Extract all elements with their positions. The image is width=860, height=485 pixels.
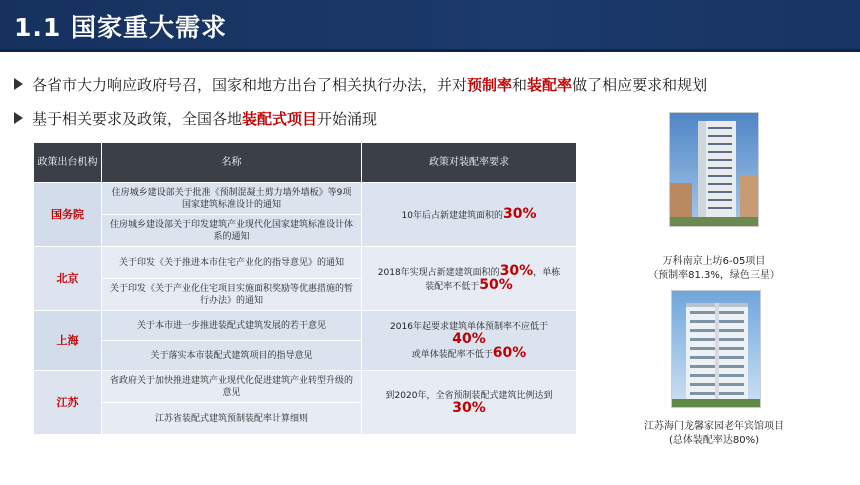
bullet-text: 开始涌现 — [317, 110, 378, 128]
requirement-text: 10年后占新建建筑面积的 — [401, 210, 503, 221]
bullet-text: 做了相应要求和规划 — [572, 76, 708, 94]
caption-line: 江苏海门龙馨家园老年宾馆项目 — [644, 421, 784, 432]
requirement-cell — [362, 311, 577, 371]
org-cell: 上海 — [34, 311, 102, 371]
requirement-value: 60% — [492, 344, 527, 361]
caption-line: 万科南京上坊6-05项目 — [662, 256, 766, 267]
requirement-value: 30% — [499, 262, 534, 279]
column-header-org: 政策出台机构 — [34, 143, 102, 183]
triangle-bullet-icon — [14, 112, 23, 124]
table-header-row — [34, 143, 577, 183]
doc-cell: 江苏省装配式建筑预制装配率计算细则 — [102, 403, 362, 435]
requirement-text: 2018年实现占新建建筑面积的 — [377, 267, 500, 278]
bullet-text: 基于相关要求及政策，全国各地 — [32, 110, 243, 128]
slide-header — [0, 0, 860, 52]
doc-cell: 住房城乡建设部关于批准《预制混凝土剪力墙外墙板》等9项国家建筑标准设计的通知 — [102, 183, 362, 215]
bullet-text: 和 — [512, 76, 528, 94]
table-row — [34, 311, 577, 341]
highlight-text: 装配率 — [527, 76, 573, 94]
requirement-value: 30% — [452, 399, 486, 416]
bullet-projects-emerging — [14, 108, 377, 129]
doc-cell: 关于落实本市装配式建筑项目的指导意见 — [102, 341, 362, 371]
doc-cell: 省政府关于加快推进建筑产业现代化促进建筑产业转型升级的意见 — [102, 371, 362, 403]
org-cell: 江苏 — [34, 371, 102, 435]
org-cell: 国务院 — [34, 183, 102, 247]
slide-title: 1.1 国家重大需求 — [14, 13, 227, 42]
bullet-policy-response — [14, 74, 707, 95]
requirement-text: 2016年起要求建筑单体预制率不应低于 — [390, 321, 548, 332]
requirement-value: 40% — [452, 330, 486, 347]
doc-cell: 关于本市进一步推进装配式建筑发展的若干意见 — [102, 311, 362, 341]
project-photo-vanke — [669, 112, 759, 227]
table-row — [34, 247, 577, 279]
caption-line: （预制率81.3%，绿色三星） — [648, 270, 780, 281]
project-caption-vanke — [634, 255, 794, 283]
org-cell: 北京 — [34, 247, 102, 311]
requirement-text: 到2020年，全省预制装配式建筑比例达到 — [385, 390, 553, 401]
requirement-cell — [362, 183, 577, 247]
requirement-cell — [362, 371, 577, 435]
doc-cell: 关于印发《关于产业化住宅项目实施面积奖励等优惠措施的暂行办法》的通知 — [102, 279, 362, 311]
table-row — [34, 183, 577, 215]
requirement-value: 50% — [479, 276, 513, 293]
building-illustration — [672, 291, 761, 408]
policy-table — [33, 142, 577, 435]
project-photo-haimen — [671, 290, 761, 408]
building-illustration — [670, 113, 759, 227]
project-caption-haimen — [634, 420, 794, 448]
requirement-value: 30% — [502, 205, 537, 222]
caption-line: (总体装配率达80%) — [668, 435, 760, 446]
column-header-requirement: 政策对装配率要求 — [362, 143, 577, 183]
triangle-bullet-icon — [14, 78, 23, 90]
doc-cell: 住房城乡建设部关于印发建筑产业现代化国家建筑标准设计体系的通知 — [102, 215, 362, 247]
column-header-name: 名称 — [102, 143, 362, 183]
table-row — [34, 371, 577, 403]
highlight-text: 预制率 — [467, 76, 513, 94]
requirement-cell — [362, 247, 577, 311]
requirement-text: ，单栋装配率不低于 — [425, 267, 561, 292]
doc-cell: 关于印发《关于推进本市住宅产业化的指导意见》的通知 — [102, 247, 362, 279]
highlight-text: 装配式项目 — [242, 110, 318, 128]
requirement-text: 或单体装配率不低于 — [411, 349, 493, 360]
bullet-text: 各省市大力响应政府号召，国家和地方出台了相关执行办法，并对 — [32, 76, 468, 94]
